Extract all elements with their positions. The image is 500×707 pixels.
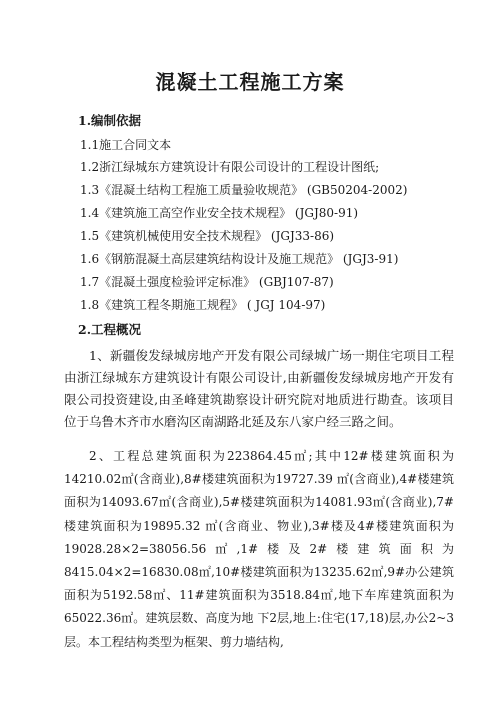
basis-item: 1.3《混凝土结构工程施工质量验收规范》 (GB50204-2002) (80, 183, 408, 197)
basis-item: 1.5《建筑机械使用安全技术规程》 (JGJ33-86) (80, 229, 335, 243)
basis-item: 1.6《钢筋混凝土高层建筑结构设计及施工规范》 (JGJ3-91) (80, 252, 399, 266)
basis-item: 1.2浙江绿城东方建筑设计有限公司设计的工程设计图纸; (80, 160, 380, 174)
overview-paragraph: 1、新疆俊发绿城房地产开发有限公司绿城广场一期住宅项目工程由浙江绿城东方建筑设计有限公司设计,由新疆俊发绿城房地产开发有限公司投资建设,由圣峰建筑勘察设计研究院对地质进行勘查。该项目位于乌鲁木齐市水磨沟区南湖路北延及东八家户经三路之间。 (64, 348, 454, 429)
document-title: 混凝土工程施工方案 (155, 70, 345, 94)
basis-item: 1.1施工合同文本 (80, 138, 172, 152)
section-heading-basis: 1.编制依据 (78, 113, 142, 128)
basis-item: 1.4《建筑施工高空作业安全技术规程》 (JGJ80-91) (80, 206, 359, 220)
overview-paragraph: 2、工程总建筑面积为223864.45㎡;其中12#楼建筑面积为14210.02㎡(含商业),8#楼建筑面积为19727.39 ㎡(含商业),4#楼建筑面积为14093.67㎡(含商业),5#楼建筑面积为14081.93㎡(含商业),7#楼建筑面积为19895.32 ㎡(含商业、物业),3#楼及4#楼建筑面积为19028.28×2=38056.56㎡,1#楼及2#楼建筑面积为8415.04×2=16830.08㎡,10#楼建筑面积为13235.62㎡,9#办公建筑面积为5192.58㎡、11#建筑面积为3518.84㎡,地下车库建筑面积为65022.36㎡。建筑层数、高度为地 下2层,地上:住宅(17,18)层,办公2~3层。本工程结构类型为框架、剪力墙结构, (64, 449, 454, 649)
basis-item: 1.7《混凝土强度检验评定标准》 (GBJ107-87) (80, 275, 334, 289)
section-heading-overview: 2.工程概况 (78, 322, 142, 337)
basis-item: 1.8《建筑工程冬期施工规程》 ( JGJ 104-97) (80, 298, 326, 312)
